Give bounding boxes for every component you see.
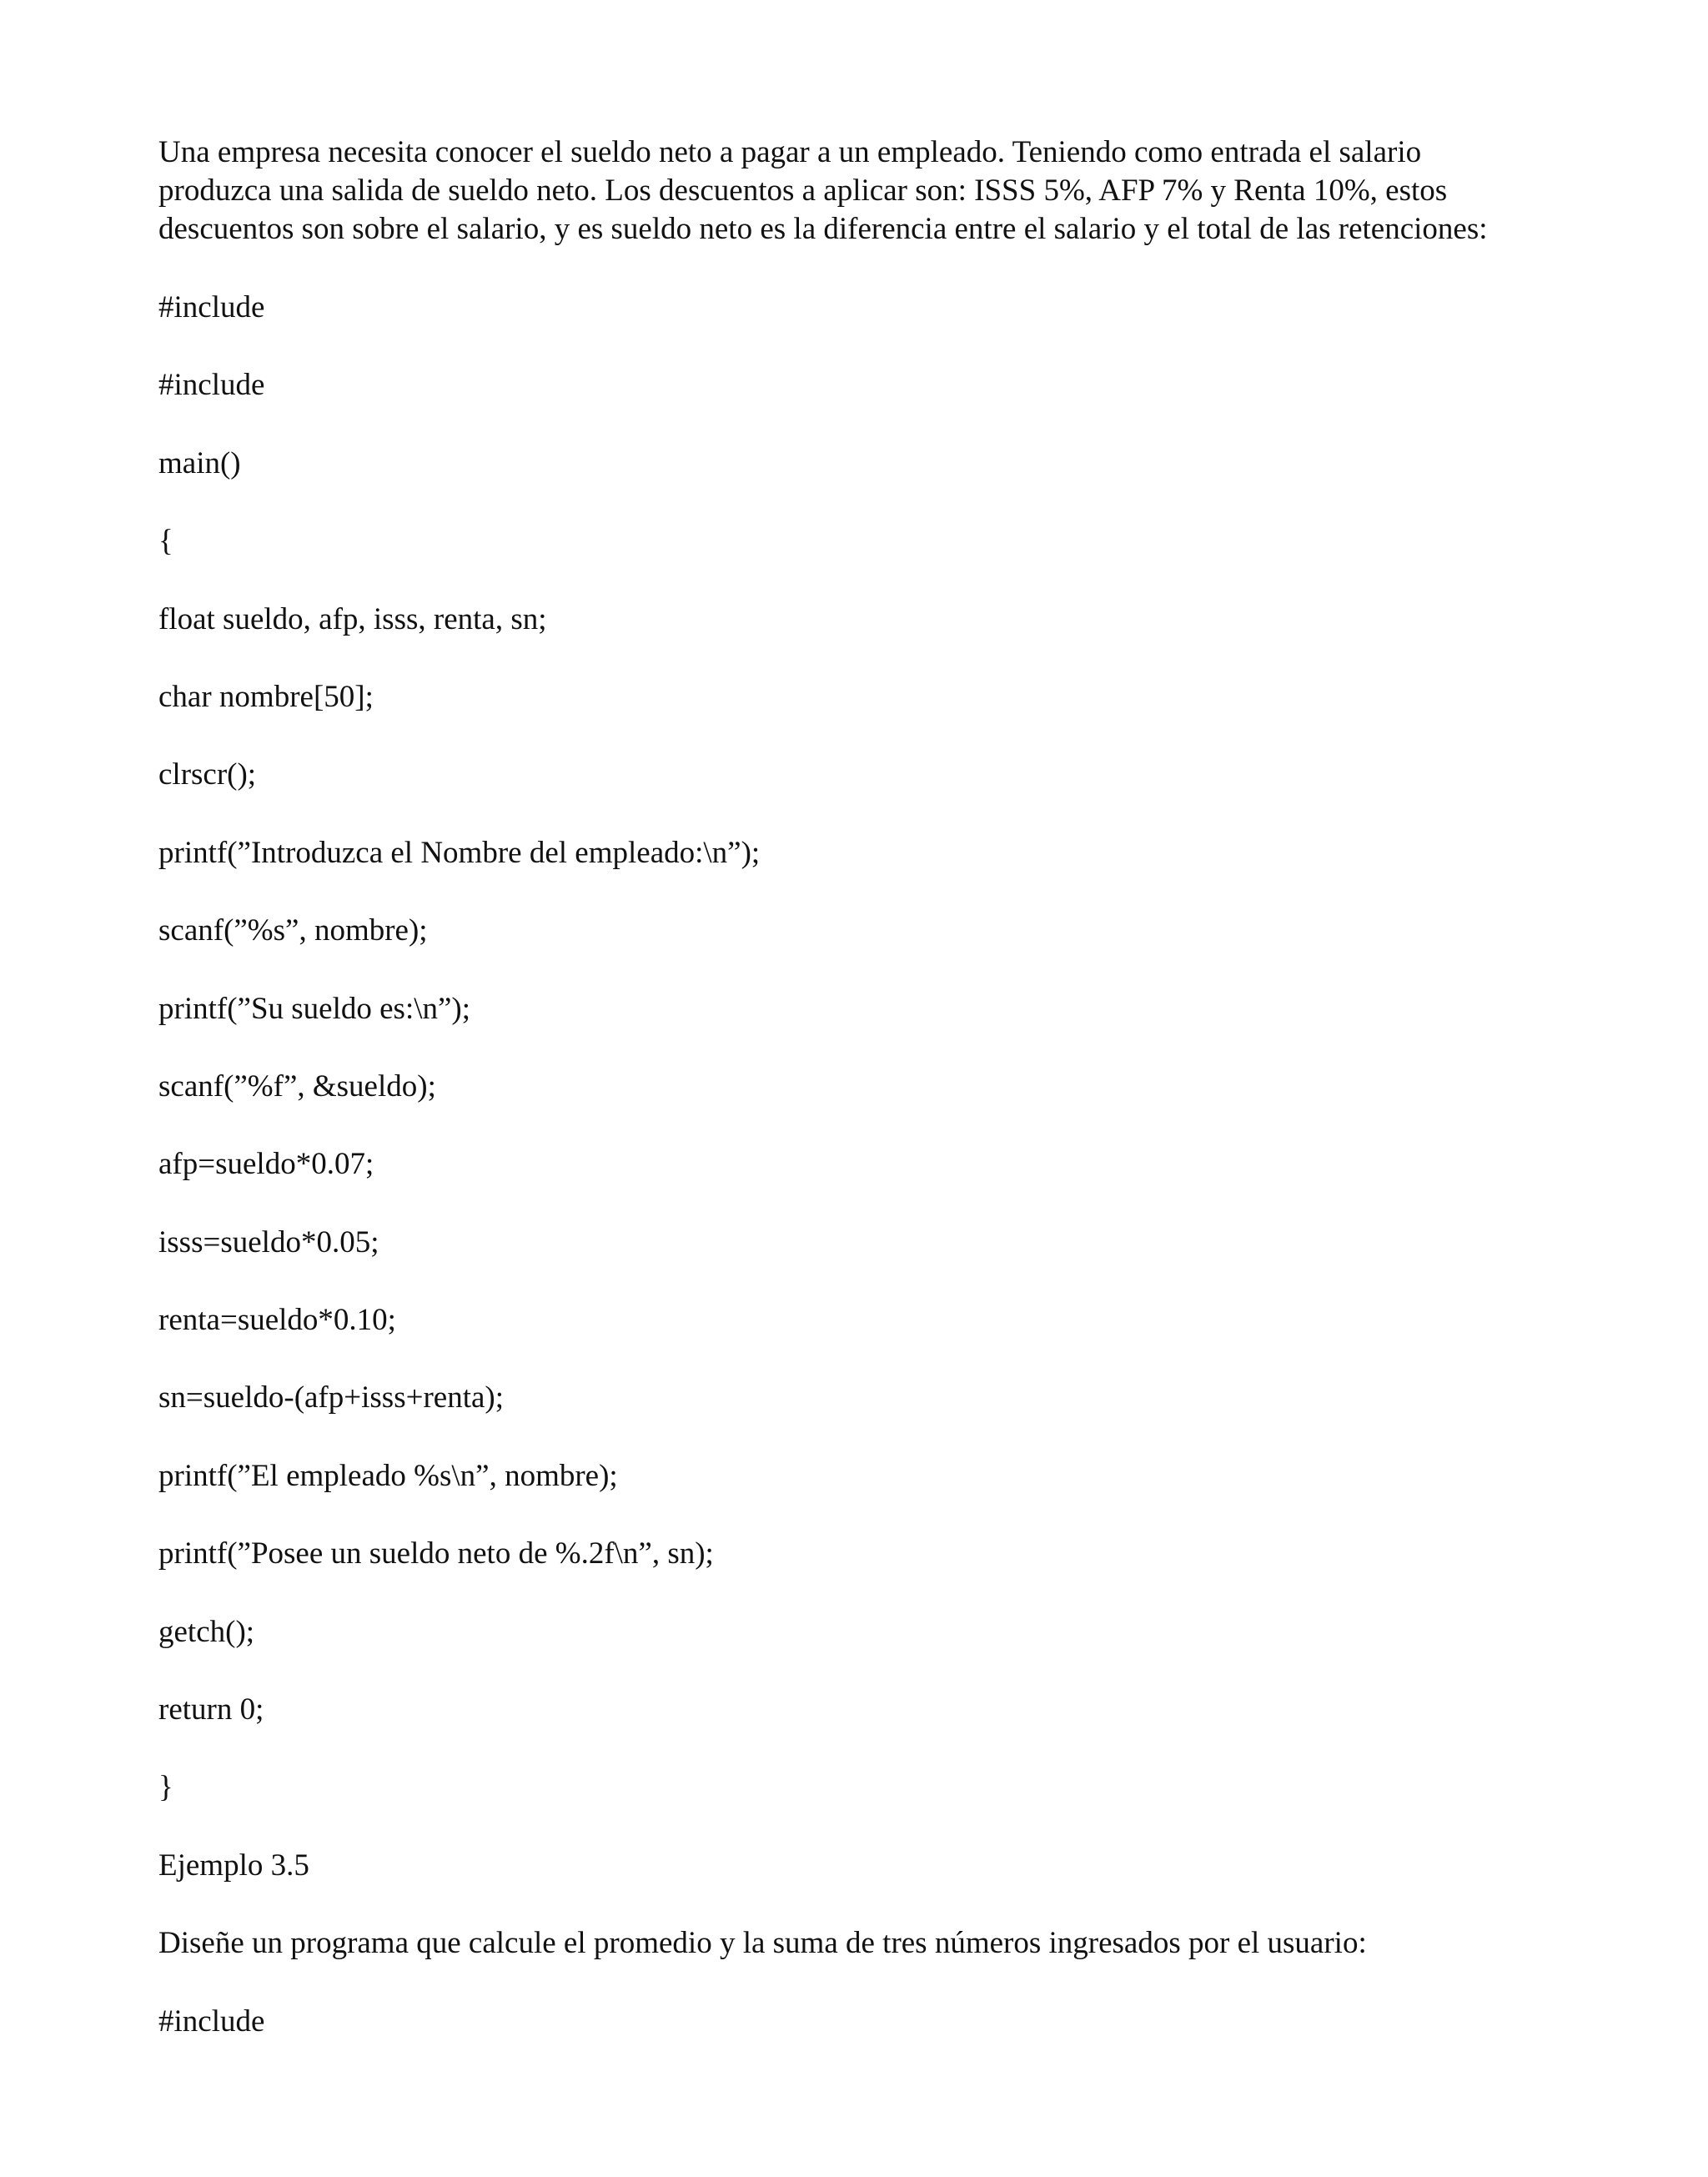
code-line: printf(”Posee un sueldo neto de %.2f\n”, sn);: [158, 1536, 714, 1571]
code-line: return 0;: [158, 1692, 264, 1727]
code-line: float sueldo, afp, isss, renta, sn;: [158, 601, 547, 636]
code-line: char nombre[50];: [158, 679, 374, 714]
code-line: scanf(”%f”, &sueldo);: [158, 1068, 436, 1104]
example-heading: Ejemplo 3.5: [158, 1848, 309, 1883]
intro-line: descuentos son sobre el salario, y es sueldo neto es la diferencia entre el salario y el total de las retenciones:: [158, 212, 1488, 246]
code-line: {: [158, 524, 173, 559]
code-line: getch();: [158, 1614, 255, 1649]
code-line: clrscr();: [158, 757, 257, 792]
code-line: printf(”Introduzca el Nombre del empleado:\n”);: [158, 835, 761, 870]
code-line: scanf(”%s”, nombre);: [158, 913, 428, 948]
intro-line: produzca una salida de sueldo neto. Los descuentos a aplicar son: ISSS 5%, AFP 7% y Renta 10%, estos: [158, 173, 1448, 208]
code-line: main(): [158, 445, 241, 480]
code-line: #include: [158, 2004, 265, 2039]
code-line: isss=sueldo*0.05;: [158, 1224, 379, 1259]
code-line: printf(”El empleado %s\n”, nombre);: [158, 1458, 618, 1493]
code-line: renta=sueldo*0.10;: [158, 1303, 396, 1338]
code-line: #include: [158, 368, 265, 403]
code-line: sn=sueldo-(afp+isss+renta);: [158, 1380, 505, 1415]
code-listing: [158, 289, 1367, 2080]
example-description: Diseñe un programa que calcule el promedio y la suma de tres números ingresados por el usuario:: [158, 1926, 1367, 1961]
code-line: printf(”Su sueldo es:\n”);: [158, 991, 471, 1026]
intro-line: Una empresa necesita conocer el sueldo neto a pagar a un empleado. Teniendo como entrada el salario: [158, 135, 1422, 169]
code-line: afp=sueldo*0.07;: [158, 1147, 374, 1182]
code-line: }: [158, 1770, 173, 1805]
intro-paragraph: [158, 133, 1635, 249]
code-line: #include: [158, 290, 265, 324]
